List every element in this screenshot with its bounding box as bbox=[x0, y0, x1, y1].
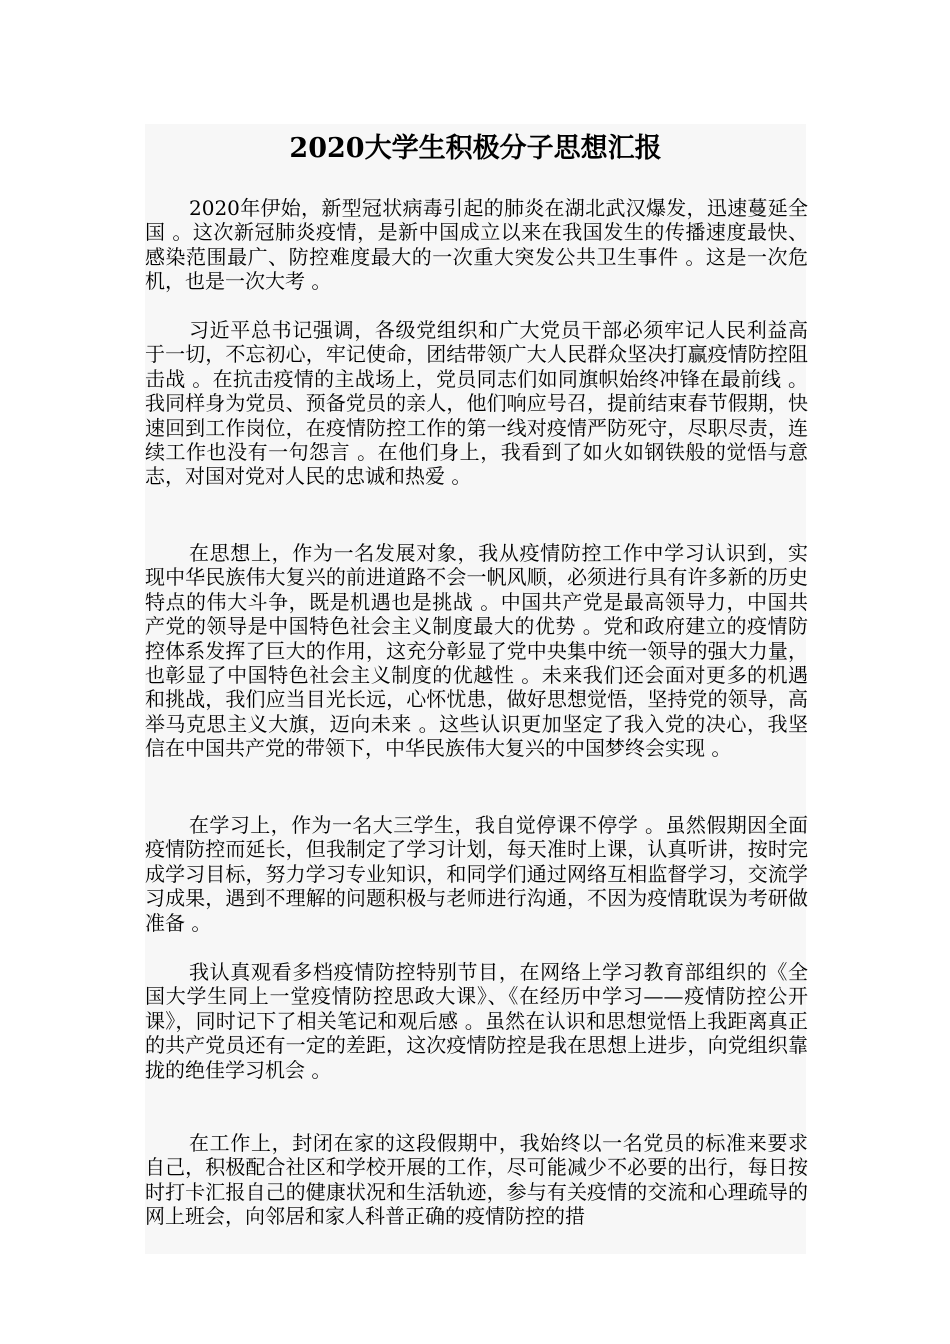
document-title: 2020大学生积极分子思想汇报 bbox=[289, 133, 662, 164]
paragraph-party-members: 习近平总书记强调，各级党组织和广大党员干部必须牢记人民利益高于一切，不忘初心，牢记使命，团结带领广大人民群众坚决打赢疫情防控阻击战 。在抗击疫情的主战场上，党员同志们如同旗帜始终冲锋在最前线 。我同样身为党员、预备党员的亲人，他们响应号召，提前结束春节假期，快速回到工作岗位，在疫情防控工作的第一线对疫情严防死守，尽职尽责，连续工作也没有一句怨言 。在他们身上，我看到了如火如钢铁般的觉悟与意志，对国对党对人民的忠诚和热爱 。 bbox=[145, 318, 808, 489]
paragraph-thought: 在思想上，作为一名发展对象，我从疫情防控工作中学习认识到，实现中华民族伟大复兴的前进道路不会一帆风顺，必须进行具有许多新的历史特点的伟大斗争，既是机遇也是挑战 。中国共产党是最高领导力，中国共产党的领导是中国特色社会主义制度最大的优势 。党和政府建立的疫情防控体系发挥了巨大的作用，这充分彰显了党中央集中统一领导的强大力量，也彰显了中国特色社会主义制度的优越性 。未来我们还会面对更多的机遇和挑战，我们应当目光长远，心怀忧患，做好思想觉悟，坚持党的领导，高举马克思主义大旗，迈向未来 。这些认识更加坚定了我入党的决心，我坚信在中国共产党的带领下，中华民族伟大复兴的中国梦终会实现 。 bbox=[145, 541, 808, 761]
paragraph-programs: 我认真观看多档疫情防控特别节目，在网络上学习教育部组织的《全国大学生同上一堂疫情防控思政大课》、《在经历中学习——疫情防控公开课》，同时记下了相关笔记和观后感 。虽然在认识和思想觉悟上我距离真正的共产党员还有一定的差距，这次疫情防控是我在思想上进步，向党组织靠拢的绝佳学习机会 。 bbox=[145, 960, 808, 1082]
paragraph-study: 在学习上，作为一名大三学生，我自觉停课不停学 。虽然假期因全面疫情防控而延长，但我制定了学习计划，每天准时上课，认真听讲，按时完成学习目标，努力学习专业知识，和同学们通过网络互相监督学习，交流学习成果，遇到不理解的问题积极与老师进行沟通，不因为疫情耽误为考研做准备 。 bbox=[145, 813, 808, 935]
paragraph-outbreak: 2020年伊始，新型冠状病毒引起的肺炎在湖北武汉爆发，迅速蔓延全国 。这次新冠肺炎疫情，是新中国成立以来在我国发生的传播速度最快、感染范围最广、防控难度最大的一次重大突发公共卫生事件 。这是一次危机，也是一次大考 。 bbox=[145, 196, 808, 294]
paragraph-work: 在工作上，封闭在家的这段假期中，我始终以一名党员的标准来要求自己，积极配合社区和学校开展的工作，尽可能减少不必要的出行，每日按时打卡汇报自己的健康状况和生活轨迹，参与有关疫情的交流和心理疏导的网上班会，向邻居和家人科普正确的疫情防控的措 bbox=[145, 1131, 808, 1229]
